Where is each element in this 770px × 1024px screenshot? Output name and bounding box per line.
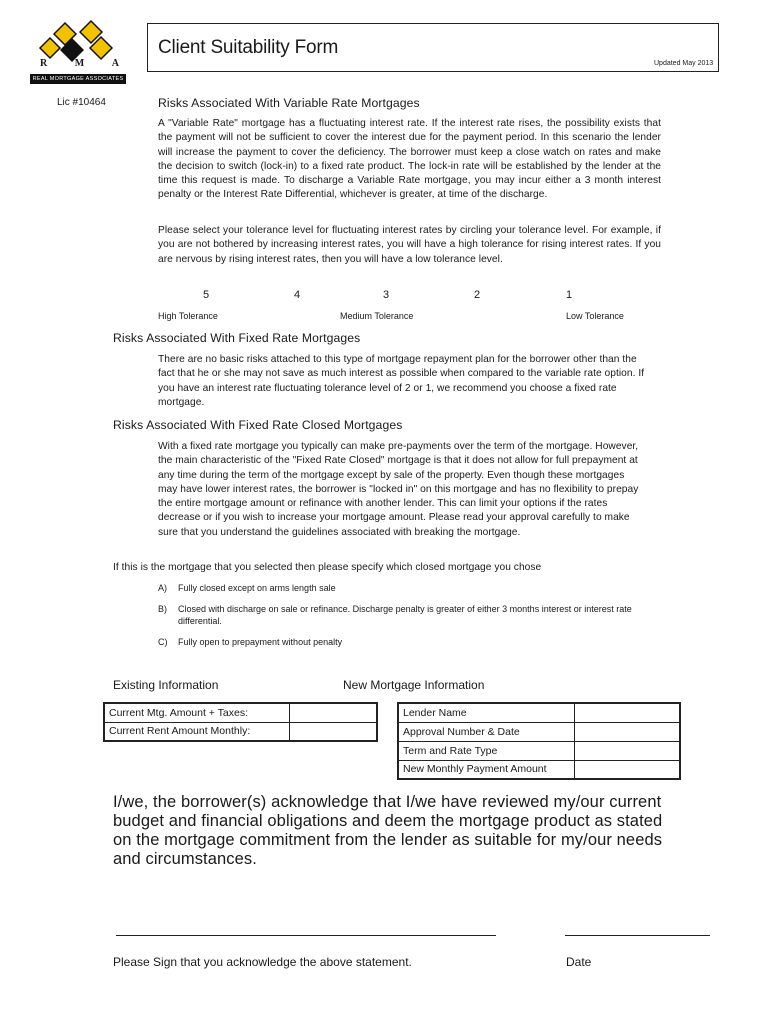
option-key: A): [158, 583, 167, 593]
option-key: C): [158, 637, 168, 647]
fixed-closed-paragraph: With a fixed rate mortgage you typically can make pre-payments over the term of the mortgage. However, the main characteristic of the "Fixed Rate Closed" mortgage is that it does not allow for full prepayment at any time during the term of the mortgage except by sale of the property. Even though these mortgages may have lower interest rates, the borrower is "locked in" on this mortgage and has no flexibility to prepay the entire mortgage amount or refinance with another lender. This can limit your options if the rates decrease or if you wish to increase your mortgage amount. Please read your approval carefully to make sure that you understand the guidelines associated with breaking the mortgage.: [158, 441, 639, 538]
fixed-closed-heading: Risks Associated With Fixed Rate Closed Mortgages: [113, 418, 403, 432]
logo-letter: M: [74, 58, 86, 69]
tolerance-instructions: Please select your tolerance level for fluctuating interest rates by circling your tolerance level. For example, if you are not bothered by increasing interest rates, you will have a high tolerance for rising interest rates. If you are nervous by rising interest rates, then you will have a low tolerance level.: [158, 225, 661, 265]
logo-letters: [40, 58, 120, 69]
date-label: Date: [566, 955, 592, 969]
closed-option-a[interactable]: [158, 582, 658, 594]
acknowledgement-statement: I/we, the borrower(s) acknowledge that I/we have reviewed my/our current budget and financial obligations and deem the mortgage product as stated on the mortgage commitment from the lender as suitable for my/our needs and circumstances.: [113, 793, 663, 868]
signature-label: Please Sign that you acknowledge the above statement.: [113, 955, 412, 969]
lender-name-label: Lender Name: [398, 703, 574, 722]
existing-rent-field[interactable]: [289, 722, 377, 741]
logo-diamond-left: [40, 38, 60, 58]
low-tolerance-label: Low Tolerance: [566, 311, 624, 321]
fixed-rate-heading: Risks Associated With Fixed Rate Mortgages: [113, 331, 361, 345]
table-row: [398, 703, 680, 722]
option-key: B): [158, 604, 167, 614]
monthly-payment-field[interactable]: [574, 760, 680, 779]
approval-number-label: Approval Number & Date: [398, 722, 574, 741]
logo-letter: A: [111, 58, 120, 69]
new-mortgage-heading: New Mortgage Information: [343, 678, 485, 692]
option-text: Fully closed except on arms length sale: [178, 583, 336, 593]
lender-name-field[interactable]: [574, 703, 680, 722]
monthly-payment-label: New Monthly Payment Amount: [398, 760, 574, 779]
closed-option-b[interactable]: [158, 603, 658, 627]
updated-date: Updated May 2013: [654, 60, 714, 67]
fixed-rate-paragraph: There are no basic risks attached to this type of mortgage repayment plan for the borrower other than the fact that he or she may not save as much interest as possible when compared to the variable rate option. If you have an interest rate fluctuating tolerance level of 2 or 1, we recommend you choose a fixed rate mortgage.: [158, 354, 645, 408]
logo-band: REAL MORTGAGE ASSOCIATES: [30, 74, 126, 84]
option-text: Fully open to prepayment without penalty: [178, 637, 343, 647]
tolerance-option-1[interactable]: 1: [566, 289, 573, 301]
closed-choice-prompt: If this is the mortgage that you selected then please specify which closed mortgage you chose: [113, 562, 542, 573]
table-row: [104, 722, 377, 741]
existing-mtg-label: Current Mtg. Amount + Taxes:: [104, 703, 289, 722]
table-row: [398, 722, 680, 741]
table-row: [398, 741, 680, 760]
tolerance-option-4[interactable]: 4: [294, 289, 301, 301]
existing-info-heading: Existing Information: [113, 678, 219, 692]
approval-number-field[interactable]: [574, 722, 680, 741]
date-line[interactable]: [565, 935, 710, 936]
medium-tolerance-label: Medium Tolerance: [340, 311, 414, 321]
table-row: [398, 760, 680, 779]
signature-line[interactable]: [116, 935, 496, 936]
page-title: Client Suitability Form: [158, 37, 339, 58]
tolerance-option-5[interactable]: 5: [203, 289, 210, 301]
logo-letter: R: [40, 58, 49, 69]
tolerance-option-3[interactable]: 3: [383, 289, 390, 301]
closed-option-c[interactable]: [158, 636, 658, 648]
option-text: Closed with discharge on sale or refinance. Discharge penalty is greater of either 3 months interest or interest rate differential.: [178, 604, 632, 626]
high-tolerance-label: High Tolerance: [158, 311, 218, 321]
term-rate-field[interactable]: [574, 741, 680, 760]
table-row: [104, 703, 377, 722]
existing-mtg-field[interactable]: [289, 703, 377, 722]
variable-rate-paragraph: A "Variable Rate" mortgage has a fluctuating interest rate. If the interest rate rises, the possibility exists that the payment will not be sufficient to cover the interest due for the payment period. In this scenario the lender will increase the payment to cover the deficiency. The borrower must keep a close watch on rates and make the decision to switch (lock-in) to a fixed rate product. The lock-in rate will be established by the lender at the time this request is made. To discharge a Variable Rate mortgage, you may incur either a 3 month interest penalty or the Interest Rate Differential, whichever is greater, at time of the discharge.: [158, 118, 661, 201]
existing-rent-label: Current Rent Amount Monthly:: [104, 722, 289, 741]
term-rate-label: Term and Rate Type: [398, 741, 574, 760]
existing-info-table: [103, 702, 378, 742]
license-number: Lic #10464: [57, 97, 106, 108]
new-mortgage-table: [397, 702, 681, 780]
tolerance-option-2[interactable]: 2: [474, 289, 481, 301]
variable-rate-heading: Risks Associated With Variable Rate Mortgages: [158, 96, 420, 110]
